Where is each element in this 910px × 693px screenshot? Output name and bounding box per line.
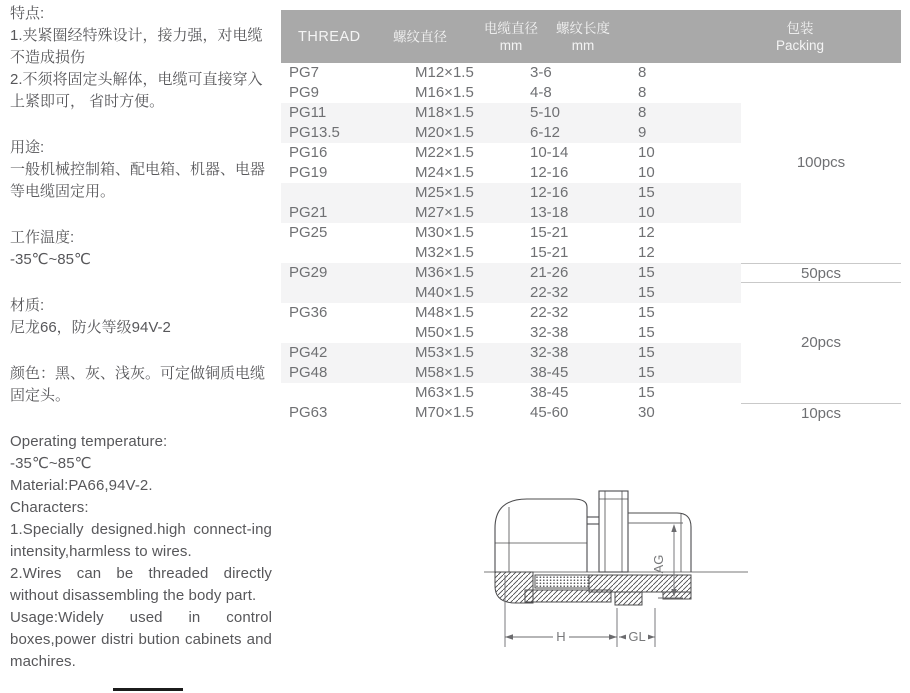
cell-thread-length: 15 [638,324,655,341]
cell-cable-diameter: 21-26 [513,263,625,283]
cell-thread [281,183,401,203]
section-foot [615,592,642,605]
header-thread-diameter: 螺纹直径 [393,29,447,44]
cell-cable-diameter: 22-32 [513,283,625,303]
cell-thread: PG36 [289,304,328,321]
description-paragraph: 颜色：黑、灰、浅灰。可定做铜质电缆固定头。 [10,365,266,404]
cell-thread: PG19 [289,164,328,181]
packing-qty: 20pcs [741,283,901,403]
cell-thread [281,283,401,303]
cell-thread: PG7 [289,64,320,81]
packing-qty: 50pcs [741,263,901,283]
cell-thread-diameter: M24×1.5 [415,164,474,181]
header-cable-diameter [484,20,538,54]
description-paragraph: Usage:Widely used in control boxes,power distri bution cabinets and machires. [10,609,272,670]
header-thread-length-line1: 螺纹长度 [556,20,610,36]
arrow-right-icon [609,634,617,639]
cell-thread-diameter: M50×1.5 [415,324,474,341]
cell-thread [281,323,401,343]
packing-qty: 10pcs [741,403,901,423]
cell-thread: PG9 [289,84,320,101]
description-paragraph: 1.夹紧圈经特殊设计，接力强，对电缆不造成损伤 [10,27,263,66]
cell-thread-length: 15 [625,363,741,383]
description-paragraph: 特点: [10,5,45,22]
cell-cable-diameter: 13-18 [513,203,625,223]
header-cable-diameter-line1: 电缆直径 [484,20,538,36]
cell-thread: PG16 [289,144,328,161]
cell-thread: PG21 [281,203,401,223]
cell-thread-length: 15 [638,304,655,321]
section-seal [535,575,589,588]
description-paragraph: 2.Wires can be threaded directly without disassembling the body part. [10,565,272,604]
cell-thread-diameter: M63×1.5 [415,384,474,401]
cell-thread-diameter: M58×1.5 [401,363,513,383]
description-paragraph: 材质: [10,297,45,314]
cable-gland-diagram [478,480,768,680]
cell-cable-diameter: 4-8 [530,84,552,101]
cell-thread-length: 10 [638,164,655,181]
cell-thread-diameter: M36×1.5 [401,263,513,283]
cell-thread-diameter: M53×1.5 [401,343,513,363]
arrow-up-icon [671,524,676,532]
cell-thread-diameter: M25×1.5 [401,183,513,203]
header-thread-length-line2: mm [571,37,595,53]
spec-table-header [281,10,901,63]
header-cable-diameter-line2: mm [499,37,523,53]
cell-thread-length: 8 [638,64,647,81]
cell-thread-length: 12 [638,244,655,261]
product-description-panel [10,3,272,673]
cell-thread [281,243,401,263]
cell-thread-length: 30 [638,404,655,421]
cell-cable-diameter: 22-32 [530,304,569,321]
cell-thread: PG25 [289,224,328,241]
cell-thread [281,383,401,403]
arrow-left-icon [619,634,627,639]
cell-thread-length: 15 [625,283,741,303]
cell-cable-diameter: 45-60 [530,404,569,421]
cell-thread-length: 15 [625,183,741,203]
cell-cable-diameter: 32-38 [513,343,625,363]
cell-thread-diameter: M27×1.5 [401,203,513,223]
description-paragraph: 1.Specially designed.high connect-ing intensity,harmless to wires. [10,521,272,560]
cell-cable-diameter: 15-21 [530,244,569,261]
description-paragraph: 2.不须将固定头解体，电缆可直接穿入上紧即可， 省时方便。 [10,71,263,110]
cell-thread: PG42 [281,343,401,363]
cell-cable-diameter: 38-45 [513,363,625,383]
description-paragraph: -35℃~85℃ [10,455,92,472]
header-packing-line2: Packing [775,37,825,53]
description-paragraph: 用途: [10,139,45,156]
cell-thread-length: 8 [638,84,647,101]
cell-thread-diameter: M18×1.5 [401,103,513,123]
description-paragraph: -35℃~85℃ [10,251,91,268]
cell-thread-length: 10 [638,144,655,161]
cell-cable-diameter: 6-12 [513,123,625,143]
cell-thread: PG29 [281,263,401,283]
cell-thread-diameter: M16×1.5 [415,84,474,101]
cell-thread-length: 9 [625,123,741,143]
header-packing-line1: 包装 [786,20,814,36]
header-thread: THREAD [298,28,361,45]
cell-thread-length: 8 [625,103,741,123]
dimension-label-h: H [556,629,566,644]
dimension-label-ag: AG [651,554,666,574]
cell-cable-diameter: 3-6 [530,64,552,81]
cell-thread-diameter: M48×1.5 [415,304,474,321]
collar-outline [599,491,628,572]
cell-thread: PG13.5 [281,123,401,143]
cell-thread: PG63 [289,404,328,421]
cell-thread: PG11 [281,103,401,123]
description-paragraph: Characters: [10,499,89,516]
packing-qty: 100pcs [741,63,901,263]
page-mark [113,688,183,691]
cell-cable-diameter: 15-21 [530,224,569,241]
cell-cable-diameter: 12-16 [530,164,569,181]
cell-thread-length: 15 [625,263,741,283]
cell-cable-diameter: 32-38 [530,324,569,341]
cell-thread-diameter: M40×1.5 [401,283,513,303]
cell-cable-diameter: 5-10 [513,103,625,123]
header-thread-length [556,20,610,54]
cell-thread-length: 15 [638,384,655,401]
description-paragraph: 尼龙66，防火等级94V-2 [10,319,171,336]
cell-thread-diameter: M12×1.5 [415,64,474,81]
cell-cable-diameter: 10-14 [530,144,569,161]
cell-thread-diameter: M30×1.5 [415,224,474,241]
header-packing [776,20,824,54]
description-paragraph: Material:PA66,94V-2. [10,477,153,494]
packing-column [741,63,901,423]
cell-thread-diameter: M20×1.5 [401,123,513,143]
arrow-left-icon [505,634,513,639]
dimension-label-gl: GL [628,629,646,644]
cell-thread-length: 15 [625,343,741,363]
description-paragraph: 一般机械控制箱、配电箱、机器、电器等电缆固定用。 [10,161,266,200]
cell-thread-diameter: M22×1.5 [415,144,474,161]
cell-thread-length: 12 [638,224,655,241]
description-paragraph: Operating temperature: [10,433,168,450]
cell-thread: PG48 [281,363,401,383]
cell-thread-length: 10 [625,203,741,223]
cell-cable-diameter: 38-45 [530,384,569,401]
description-paragraph: 工作温度: [10,229,75,246]
cell-thread-diameter: M70×1.5 [415,404,474,421]
cell-thread-diameter: M32×1.5 [415,244,474,261]
cell-cable-diameter: 12-16 [513,183,625,203]
arrow-right-icon [647,634,655,639]
